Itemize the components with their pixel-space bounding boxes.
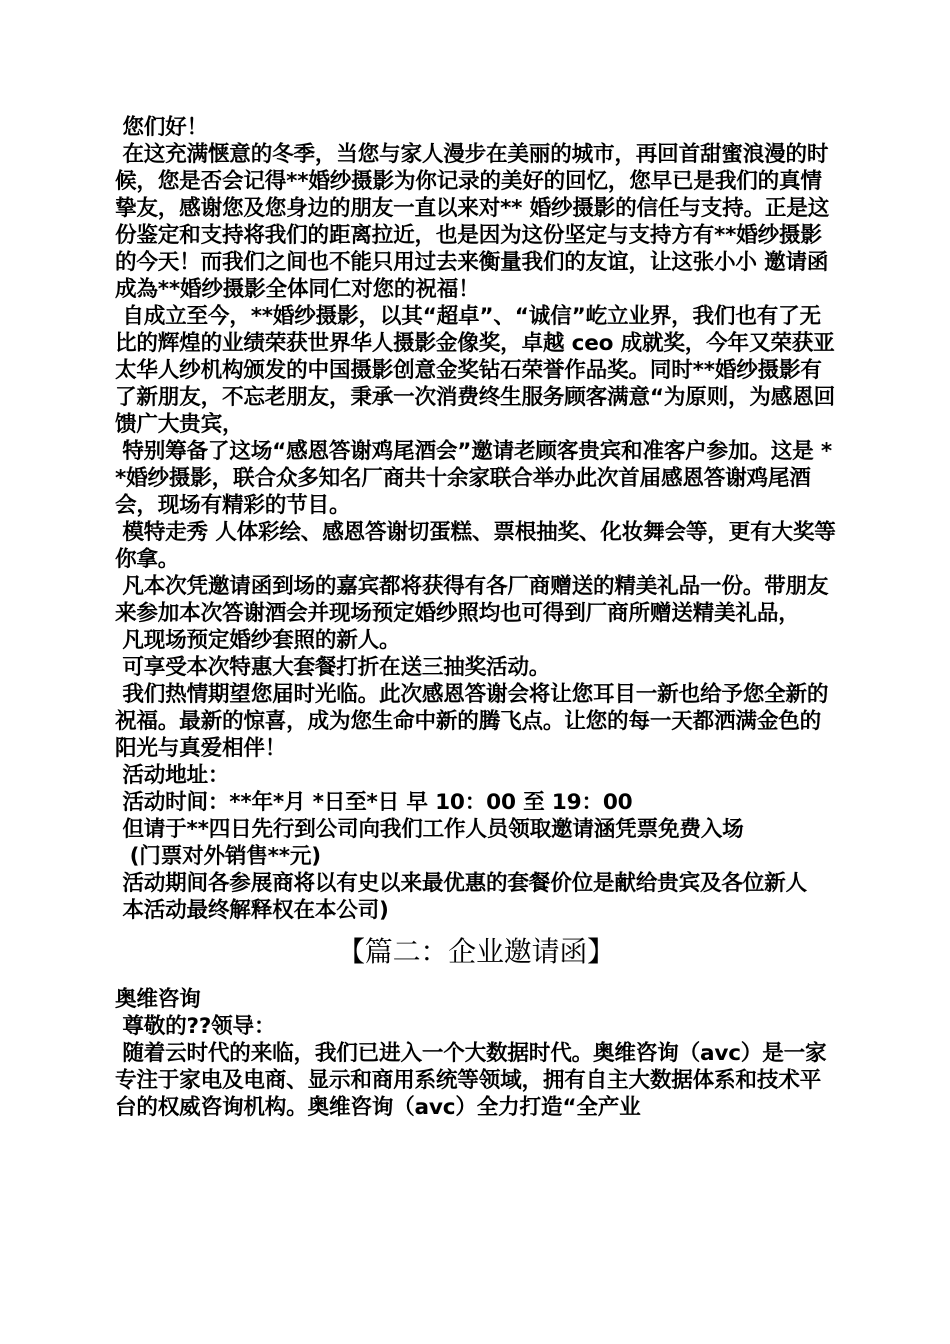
paragraph-achievements: 自成立至今，**婚纱摄影，以其“超卓”、“诚信”屹立业界，我们也有了无比的辉煌的业绩荣获世界华人摄影金像奖，卓越 ceo 成就奖，今年又荣获亚太华人纱机构颁发的中国摄影创意金奖钻石荣誉作品奖。同时**婚纱摄影有了新朋友，不忘老朋友，秉承一次消费终生服务顾客满意“为原则，为感恩回馈广大贵宾， bbox=[115, 304, 835, 437]
paragraph-winter-thanks: 在这充满惬意的冬季，当您与家人漫步在美丽的城市，再回首甜蜜浪漫的时候，您是否会记得**婚纱摄影为你记录的美好的回忆，您早已是我们的真情挚友，感谢您及您身边的朋友一直以来对** 婚纱摄影的信任与支持。正是这份鉴定和支持将我们的距离拉近，也是因为这份坚定与支持方有**婚纱摄影的今天！而我们之间也不能只用过去来衡量我们的友谊，让这张小小 邀请函成為**婚纱摄影全体同仁对您的祝福！ bbox=[115, 142, 830, 302]
final-interpretation-note: 本活动最终解释权在本公司) bbox=[115, 898, 389, 923]
company-name: 奥维咨询 bbox=[115, 987, 201, 1012]
paragraph-booking: 凡现场预定婚纱套照的新人。 bbox=[115, 628, 401, 653]
paragraph-gifts: 凡本次凭邀请函到场的嘉宾都将获得有各厂商赠送的精美礼品一份。带朋友来参加本次答谢酒会并现场预定婚纱照均也可得到厂商所赠送精美礼品， bbox=[115, 574, 829, 626]
paragraph-welcome: 我们热情期望您届时光临。此次感恩答谢会将让您耳目一新也给予您全新的祝福。最新的惊喜，成为您生命中新的腾飞点。让您的每一天都洒满金色的阳光与真爱相伴！ bbox=[115, 682, 829, 761]
ticket-price-note: (门票对外销售**元) bbox=[115, 844, 321, 869]
document-body bbox=[115, 114, 837, 1121]
paragraph-exhibitors: 活动期间各参展商将以有史以来最优惠的套餐价位是献给贵宾及各位新人 bbox=[115, 871, 807, 896]
event-time: 活动时间：**年*月 *日至*日 早 10：00 至 19：00 bbox=[115, 790, 633, 815]
section-title: 【篇二：企业邀请函】 bbox=[336, 935, 615, 968]
paragraph-program: 模特走秀 人体彩绘、感恩答谢切蛋糕、票根抽奖、化妆舞会等，更有大奖等你拿。 bbox=[115, 520, 836, 572]
paragraph-company-intro: 随着云时代的来临，我们已进入一个大数据时代。奥维咨询（avc）是一家专注于家电及电商、显示和商用系统等领域，拥有自主大数据体系和技术平台的权威咨询机构。奥维咨询（avc）全力打造“全产业 bbox=[115, 1041, 827, 1120]
greeting: 您们好！ bbox=[115, 115, 208, 140]
event-address: 活动地址： bbox=[115, 763, 230, 788]
paragraph-cocktail-party: 特别筹备了这场“感恩答谢鸡尾酒会”邀请老顾客贵宾和准客户参加。这是 **婚纱摄影，联合众多知名厂商共十余家联合举办此次首届感恩答谢鸡尾酒会，现场有精彩的节目。 bbox=[115, 439, 832, 518]
paragraph-ticket: 但请于**四日先行到公司向我们工作人员领取邀请涵凭票免费入场 bbox=[115, 817, 744, 842]
paragraph-discount: 可享受本次特惠大套餐打折在送三抽奖活动。 bbox=[115, 655, 551, 680]
salutation: 尊敬的??领导： bbox=[115, 1014, 276, 1039]
